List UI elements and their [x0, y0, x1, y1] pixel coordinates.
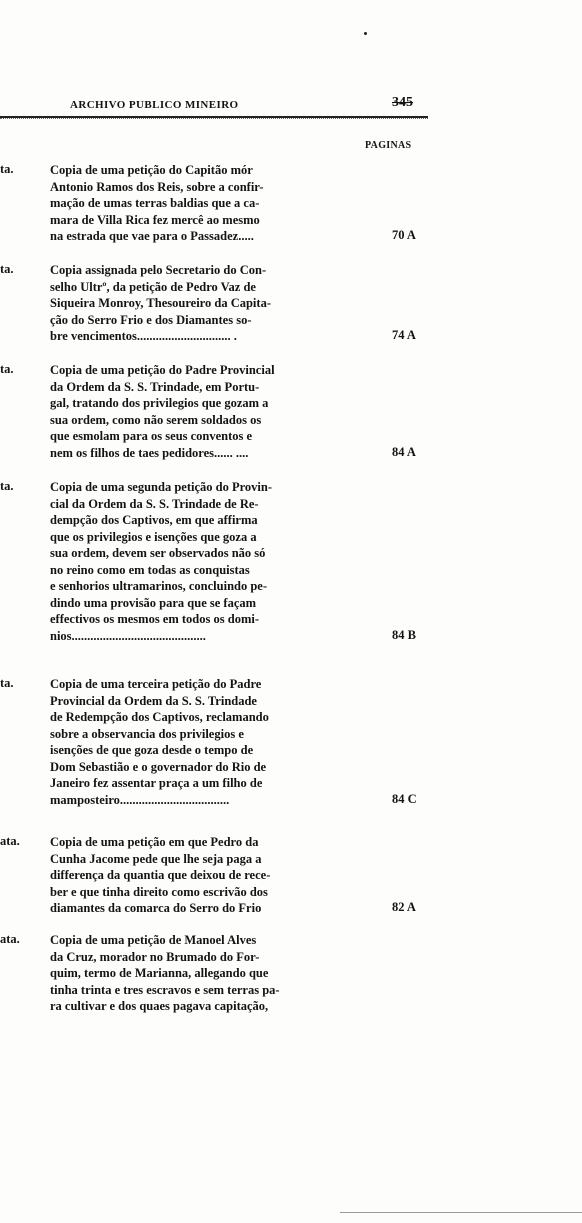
running-header-title: ARCHIVO PUBLICO MINEIRO	[70, 99, 239, 111]
entry-text-line: isenções de que goza desde o tempo de	[50, 743, 254, 757]
entry-text-line: de Redempção dos Captivos, reclamando	[50, 710, 269, 724]
entry-text-line: ber e que tinha direito como escrivão dos	[50, 884, 268, 899]
entry-text-line: e senhorios ultramarinos, concluindo pe-	[50, 579, 268, 593]
entry-text-line: cial da Ordem da S. S. Trindade de Re-	[50, 496, 259, 511]
entry-text-line: effectivos os mesmos em todos os domi-	[50, 612, 259, 626]
entry-text-line: selho Ultrº, da petição de Pedro Vaz de	[50, 279, 256, 294]
ink-speck	[364, 32, 367, 35]
entry-text-line: Janeiro fez assentar praça a um filho de	[50, 776, 263, 790]
margin-fragment: ta.	[0, 162, 14, 176]
entry-text-line: Copia de uma petição do Capitão mór	[50, 163, 253, 177]
margin-fragment: ata.	[0, 932, 20, 946]
page-reference: 84 B	[392, 627, 416, 642]
entry-text-line: da Ordem da S. S. Trindade, em Portu-	[50, 379, 260, 394]
margin-fragment: ta.	[0, 676, 14, 690]
entry-text-line: que esmolam para os seus conventos e	[50, 429, 253, 443]
entry-text-line: na estrada que vae para o Passadez.....	[50, 229, 254, 243]
entry-text-line: Copia de uma petição de Manoel Alves	[50, 933, 257, 947]
entry-text-line: ção do Serro Frio e dos Diamantes so-	[50, 312, 252, 327]
entry-text-line: sua ordem, devem ser observados não só	[50, 546, 266, 560]
page-reference: 82 A	[392, 900, 416, 914]
page-reference: 74 A	[392, 328, 416, 342]
page-reference: 70 A	[392, 228, 416, 242]
entry-text-line: mamposteiro...................................	[50, 792, 230, 807]
entry-text-line: Siqueira Monroy, Thesoureiro da Capita-	[50, 296, 271, 310]
entry-text-line: Copia de uma terceira petição do Padre	[50, 677, 262, 691]
entry-text-line: mação de umas terras baldias que a ca-	[50, 196, 260, 210]
header-rule	[0, 116, 428, 119]
entry-text-line: bre vencimentos.............................. .	[50, 329, 237, 343]
entry-text-line: da Cruz, morador no Brumado do For-	[50, 949, 260, 964]
page-reference: 84 A	[392, 444, 416, 459]
margin-fragment: ata.	[0, 834, 20, 848]
entry-text-line: nios...........................................	[50, 628, 206, 643]
entry-text-line: dindo uma provisão para que se façam	[50, 595, 257, 610]
footer-rule	[340, 1212, 582, 1213]
entry-text-line: diamantes da comarca do Serro do Frio	[50, 901, 262, 915]
page-number: 345	[392, 95, 413, 110]
entry-text-line: tinha trinta e tres escravos e sem terras pa-	[50, 982, 280, 997]
entry-text-line: Copia assignada pelo Secretario do Con-	[50, 263, 267, 277]
pages-column-label: PAGINAS	[365, 140, 412, 151]
entry-text-line: ra cultivar e dos quaes pagava capitação,	[50, 999, 269, 1013]
entry-text-line: sobre a observancia dos privilegios e	[50, 726, 244, 741]
entry-text-line: Provincial da Ordem da S. S. Trindade	[50, 693, 257, 708]
entry-text-line: differença da quantia que deixou de rece-	[50, 868, 271, 882]
entry-text-line: mara de Villa Rica fez mercê ao mesmo	[50, 212, 260, 227]
entry-text-line: sua ordem, como não serem soldados os	[50, 412, 262, 427]
entry-text-line: quim, termo de Marianna, allegando que	[50, 966, 269, 980]
entry-text-line: dempção dos Captivos, em que affirma	[50, 513, 258, 527]
entry-text-line: Dom Sebastião e o governador do Rio de	[50, 759, 267, 774]
margin-fragment: ta.	[0, 262, 14, 276]
entry-text-line: Copia de uma petição do Padre Provincial	[50, 363, 275, 377]
margin-fragment: ta.	[0, 362, 14, 376]
page-reference: 84 C	[392, 791, 417, 806]
entry-text-line: no reino como em todas as conquistas	[50, 562, 250, 577]
entry-text-line: Copia de uma petição em que Pedro da	[50, 835, 259, 849]
margin-fragment: ta.	[0, 479, 14, 493]
entry-text-line: Antonio Ramos dos Reis, sobre a confir-	[50, 179, 264, 194]
entry-text-line: gal, tratando dos privilegios que gozam a	[50, 396, 269, 410]
entry-text-line: Copia de uma segunda petição do Provin-	[50, 480, 273, 494]
entry-text-line: nem os filhos de taes pedidores...... ....	[50, 445, 249, 460]
entry-text-line: que os privilegios e isenções que goza a	[50, 529, 257, 544]
entry-text-line: Cunha Jacome pede que lhe seja paga a	[50, 851, 262, 866]
